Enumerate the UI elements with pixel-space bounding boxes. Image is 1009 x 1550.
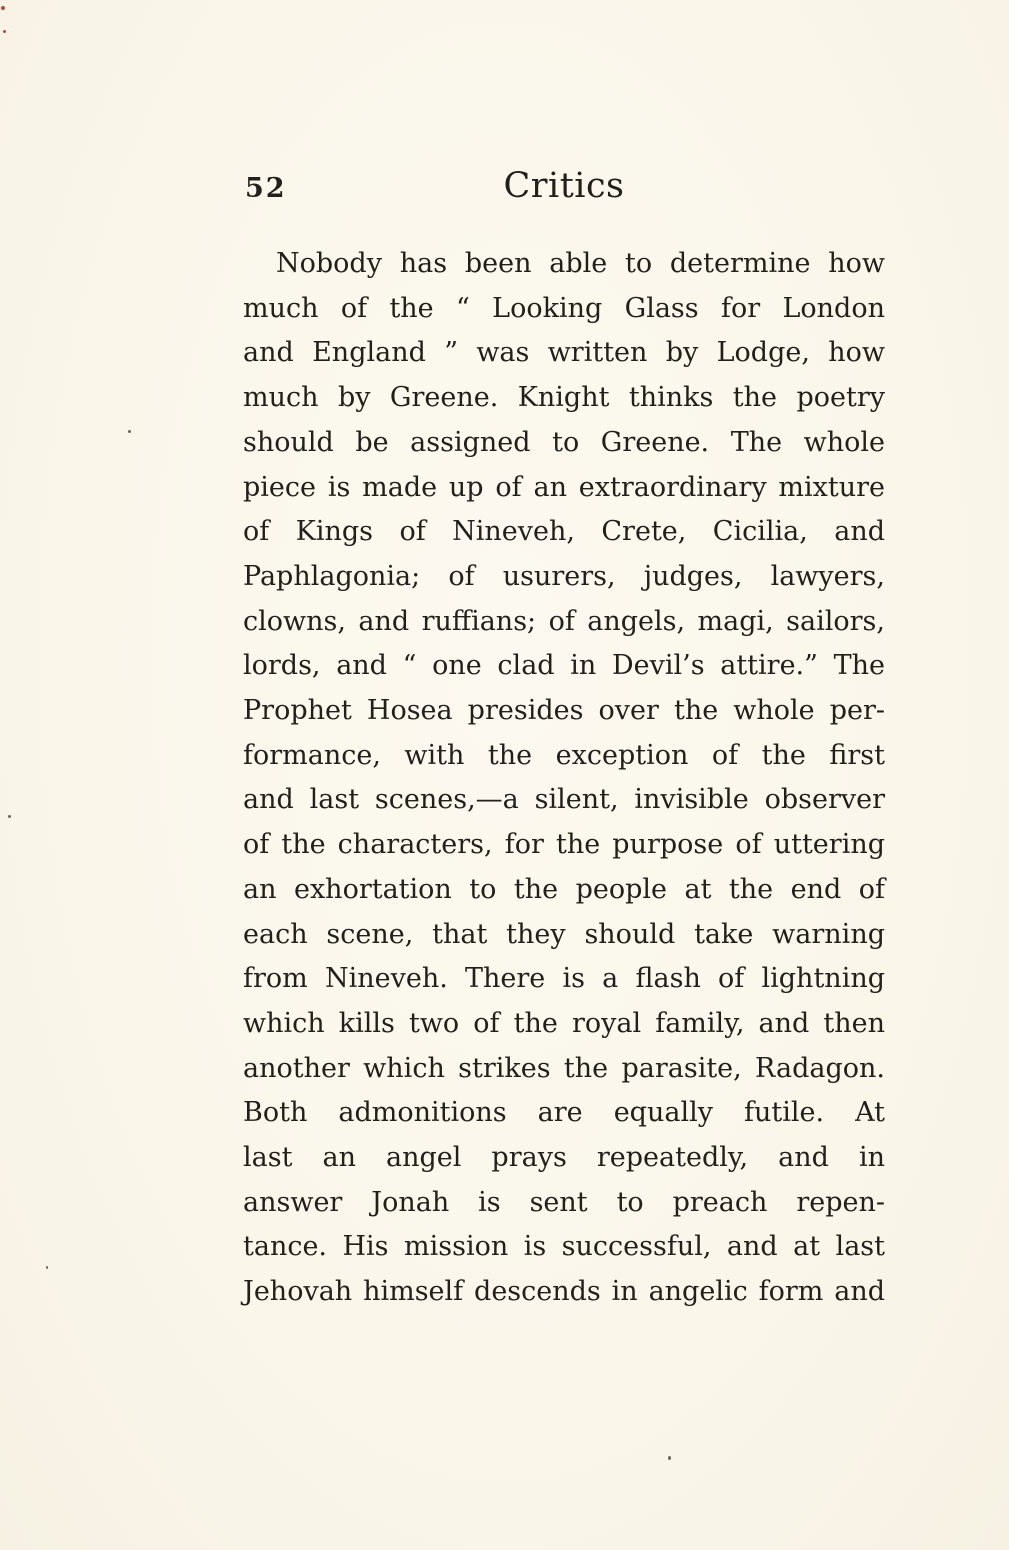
text-line: much by Greene. Knight thinks the poetry — [243, 382, 885, 414]
text-line: of the characters, for the purpose of uttering — [243, 829, 885, 861]
text-line: should be assigned to Greene. The whole — [243, 426, 885, 458]
text-line: Nobody has been able to determine how — [276, 248, 885, 279]
text-line: clowns, and ruffians; of angels, magi, sailors, — [243, 605, 885, 637]
text-line: answer Jonah is sent to preach repen- — [243, 1186, 885, 1218]
text-line: an exhortation to the people at the end of — [243, 873, 885, 905]
text-line: Jehovah himself descends in angelic form and — [243, 1276, 885, 1308]
text-line: Paphlagonia; of usurers, judges, lawyers, — [243, 560, 885, 592]
page-number: 52 — [245, 173, 287, 204]
text-line: Both admonitions are equally futile. At — [243, 1097, 885, 1129]
scan-speck — [1, 6, 5, 10]
text-line: which kills two of the royal family, and then — [243, 1007, 885, 1039]
text-line: piece is made up of an extraordinary mixture — [243, 471, 885, 503]
scan-speck — [128, 430, 131, 433]
scan-speck — [3, 30, 6, 33]
text-line: last an angel prays repeatedly, and in — [243, 1142, 885, 1174]
text-line: of Kings of Nineveh, Crete, Cicilia, and — [243, 516, 885, 548]
text-line: and last scenes,—a silent, invisible observer — [243, 784, 885, 816]
text-line: another which strikes the parasite, Radagon. — [243, 1052, 885, 1084]
text-line: and England ” was written by Lodge, how — [243, 337, 885, 369]
scan-speck — [8, 815, 11, 818]
text-line: lords, and “ one clad in Devil’s attire.” The — [243, 650, 885, 682]
text-line: tance. His mission is successful, and at last — [243, 1231, 885, 1263]
page-content — [243, 166, 885, 1315]
paragraph — [243, 242, 885, 1315]
text-line: from Nineveh. There is a flash of lightning — [243, 963, 885, 995]
text-line: each scene, that they should take warning — [243, 918, 885, 950]
text-line: Prophet Hosea presides over the whole per- — [243, 695, 885, 727]
page-header — [243, 166, 885, 212]
text-line: much of the “ Looking Glass for London — [243, 292, 885, 324]
text-line: formance, with the exception of the first — [243, 739, 885, 771]
scan-speck — [668, 1456, 671, 1460]
running-head: Critics — [503, 166, 625, 206]
scan-speck — [46, 1266, 48, 1269]
